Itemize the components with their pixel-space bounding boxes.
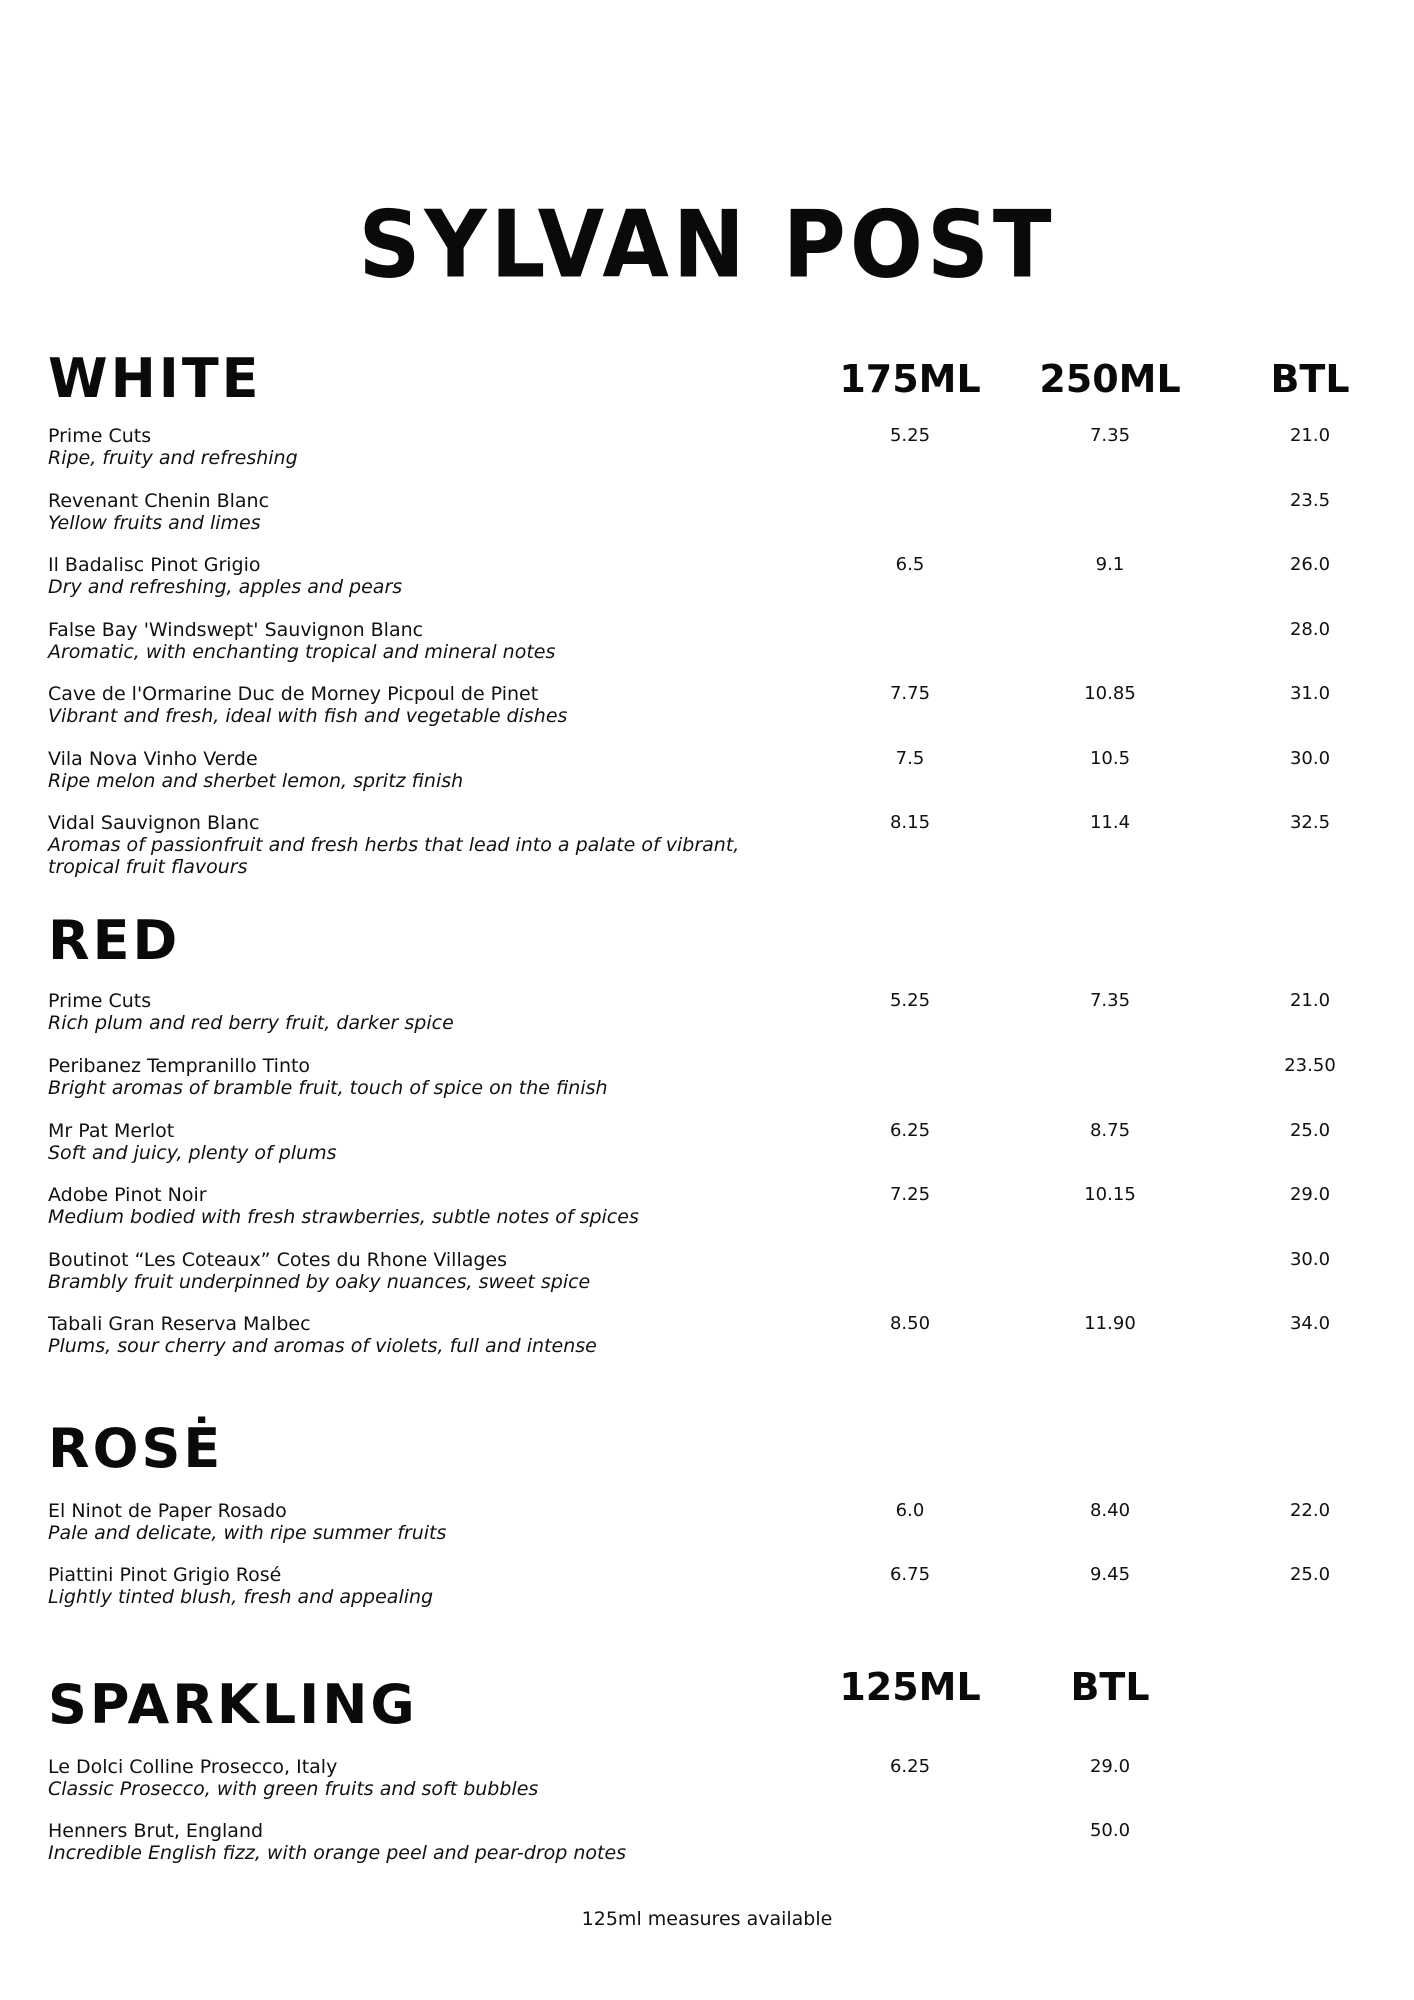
wine-name: Boutinot “Les Coteaux” Cotes du Rhone Villages: [48, 1249, 508, 1271]
price-bottle: 25.0: [1289, 1120, 1331, 1141]
wine-description: Incredible English fizz, with orange peel and pear-drop notes: [48, 1842, 627, 1864]
price-bottle: 30.0: [1289, 748, 1331, 769]
price-250ml: 9.45: [1089, 1564, 1131, 1585]
wine-description: Rich plum and red berry fruit, darker spice: [48, 1012, 454, 1034]
wine-name: Prime Cuts: [48, 425, 152, 447]
wine-description: Ripe, fruity and refreshing: [48, 447, 298, 469]
wine-description: Dry and refreshing, apples and pears: [48, 576, 403, 598]
price-bottle: 31.0: [1289, 683, 1331, 704]
wine-name: Mr Pat Merlot: [48, 1120, 175, 1142]
price-175ml: 7.5: [895, 748, 925, 769]
wine-description: Brambly fruit underpinned by oaky nuances, sweet spice: [48, 1271, 591, 1293]
wine-description: Classic Prosecco, with green fruits and soft bubbles: [48, 1778, 539, 1800]
wine-item-white-6: [48, 748, 1368, 808]
price-bottle: 32.5: [1289, 812, 1331, 833]
wine-item-red-3: [48, 1120, 1368, 1180]
price-250ml: 11.4: [1089, 812, 1131, 833]
price-250ml: 8.40: [1089, 1500, 1131, 1521]
price-bottle: 50.0: [1089, 1820, 1131, 1841]
wine-description: Aromas of passionfruit and fresh herbs that lead into a palate of vibrant, tropical fruit flavours: [48, 834, 740, 878]
wine-name: Revenant Chenin Blanc: [48, 490, 270, 512]
price-175ml: 7.25: [889, 1184, 931, 1205]
price-175ml: 6.75: [889, 1564, 931, 1585]
price-bottle: 23.5: [1289, 490, 1331, 511]
price-175ml: 5.25: [889, 425, 931, 446]
wine-item-white-4: [48, 619, 1368, 679]
wine-item-red-6: [48, 1313, 1368, 1373]
wine-name: Adobe Pinot Noir: [48, 1184, 207, 1206]
wine-item-red-1: [48, 990, 1368, 1050]
section-heading-red: RED: [48, 909, 181, 972]
price-175ml: 7.75: [889, 683, 931, 704]
wine-name: Il Badalisc Pinot Grigio: [48, 554, 261, 576]
wine-description: Yellow fruits and limes: [48, 512, 261, 534]
price-250ml: 9.1: [1095, 554, 1125, 575]
wine-name: Vila Nova Vinho Verde: [48, 748, 258, 770]
wine-name: Tabali Gran Reserva Malbec: [48, 1313, 311, 1335]
price-250ml: 11.90: [1084, 1313, 1136, 1334]
price-bottle: 30.0: [1289, 1249, 1331, 1270]
price-250ml: 10.15: [1084, 1184, 1136, 1205]
price-bottle: 21.0: [1289, 425, 1331, 446]
price-bottle: 22.0: [1289, 1500, 1331, 1521]
price-175ml: 8.50: [889, 1313, 931, 1334]
price-125ml: 6.25: [889, 1756, 931, 1777]
wine-item-white-7: [48, 812, 1368, 902]
price-bottle: 23.50: [1284, 1055, 1336, 1076]
wine-item-white-2: [48, 490, 1368, 550]
wine-description: Vibrant and fresh, ideal with fish and vegetable dishes: [48, 705, 568, 727]
wine-item-white-5: [48, 683, 1368, 743]
price-175ml: 5.25: [889, 990, 931, 1011]
wine-name: Vidal Sauvignon Blanc: [48, 812, 260, 834]
wine-description: Ripe melon and sherbet lemon, spritz finish: [48, 770, 464, 792]
price-bottle: 28.0: [1289, 619, 1331, 640]
wine-item-red-2: [48, 1055, 1368, 1115]
wine-item-white-1: [48, 425, 1368, 485]
price-175ml: 6.25: [889, 1120, 931, 1141]
wine-item-rose-2: [48, 1564, 1368, 1624]
wine-name: False Bay 'Windswept' Sauvignon Blanc: [48, 619, 424, 641]
column-header-125ml: 125ML: [839, 1665, 981, 1709]
wine-description: Bright aromas of bramble fruit, touch of spice on the finish: [48, 1077, 608, 1099]
wine-description: Aromatic, with enchanting tropical and mineral notes: [48, 641, 556, 663]
price-bottle: 26.0: [1289, 554, 1331, 575]
wine-name: Le Dolci Colline Prosecco, Italy: [48, 1756, 338, 1778]
wine-item-rose-1: [48, 1500, 1368, 1560]
column-header-175ml: 175ML: [839, 357, 981, 401]
price-bottle: 25.0: [1289, 1564, 1331, 1585]
wine-description: Soft and juicy, plenty of plums: [48, 1142, 337, 1164]
footer-note: 125ml measures available: [581, 1908, 833, 1930]
section-heading-rose: ROSĖ: [48, 1417, 224, 1480]
price-bottle: 21.0: [1289, 990, 1331, 1011]
price-bottle: 29.0: [1089, 1756, 1131, 1777]
price-250ml: 10.85: [1084, 683, 1136, 704]
price-175ml: 8.15: [889, 812, 931, 833]
wine-name: Prime Cuts: [48, 990, 152, 1012]
price-bottle: 29.0: [1289, 1184, 1331, 1205]
wine-name: Piattini Pinot Grigio Rosé: [48, 1564, 282, 1586]
menu-title: SYLVAN POST: [358, 191, 1056, 299]
price-250ml: 7.35: [1089, 425, 1131, 446]
wine-name: Cave de l'Ormarine Duc de Morney Picpoul de Pinet: [48, 683, 539, 705]
section-heading-sparkling: SPARKLING: [48, 1673, 418, 1736]
wine-item-white-3: [48, 554, 1368, 614]
wine-description: Pale and delicate, with ripe summer fruits: [48, 1522, 447, 1544]
wine-description: Plums, sour cherry and aromas of violets, full and intense: [48, 1335, 597, 1357]
wine-description: Lightly tinted blush, fresh and appealing: [48, 1586, 434, 1608]
price-175ml: 6.0: [895, 1500, 925, 1521]
column-header-btl: BTL: [1070, 1665, 1150, 1709]
wine-item-sparkling-1: [48, 1756, 1368, 1816]
wine-name: Henners Brut, England: [48, 1820, 264, 1842]
price-175ml: 6.5: [895, 554, 925, 575]
price-250ml: 7.35: [1089, 990, 1131, 1011]
wine-item-sparkling-2: [48, 1820, 1368, 1880]
column-header-250ml: 250ML: [1039, 357, 1181, 401]
wine-name: El Ninot de Paper Rosado: [48, 1500, 287, 1522]
section-heading-white: WHITE: [48, 347, 262, 410]
wine-name: Peribanez Tempranillo Tinto: [48, 1055, 311, 1077]
price-250ml: 10.5: [1089, 748, 1131, 769]
price-bottle: 34.0: [1289, 1313, 1331, 1334]
wine-description: Medium bodied with fresh strawberries, subtle notes of spices: [48, 1206, 639, 1228]
wine-item-red-5: [48, 1249, 1368, 1309]
price-250ml: 8.75: [1089, 1120, 1131, 1141]
column-header-btl: BTL: [1270, 357, 1350, 401]
wine-item-red-4: [48, 1184, 1368, 1244]
